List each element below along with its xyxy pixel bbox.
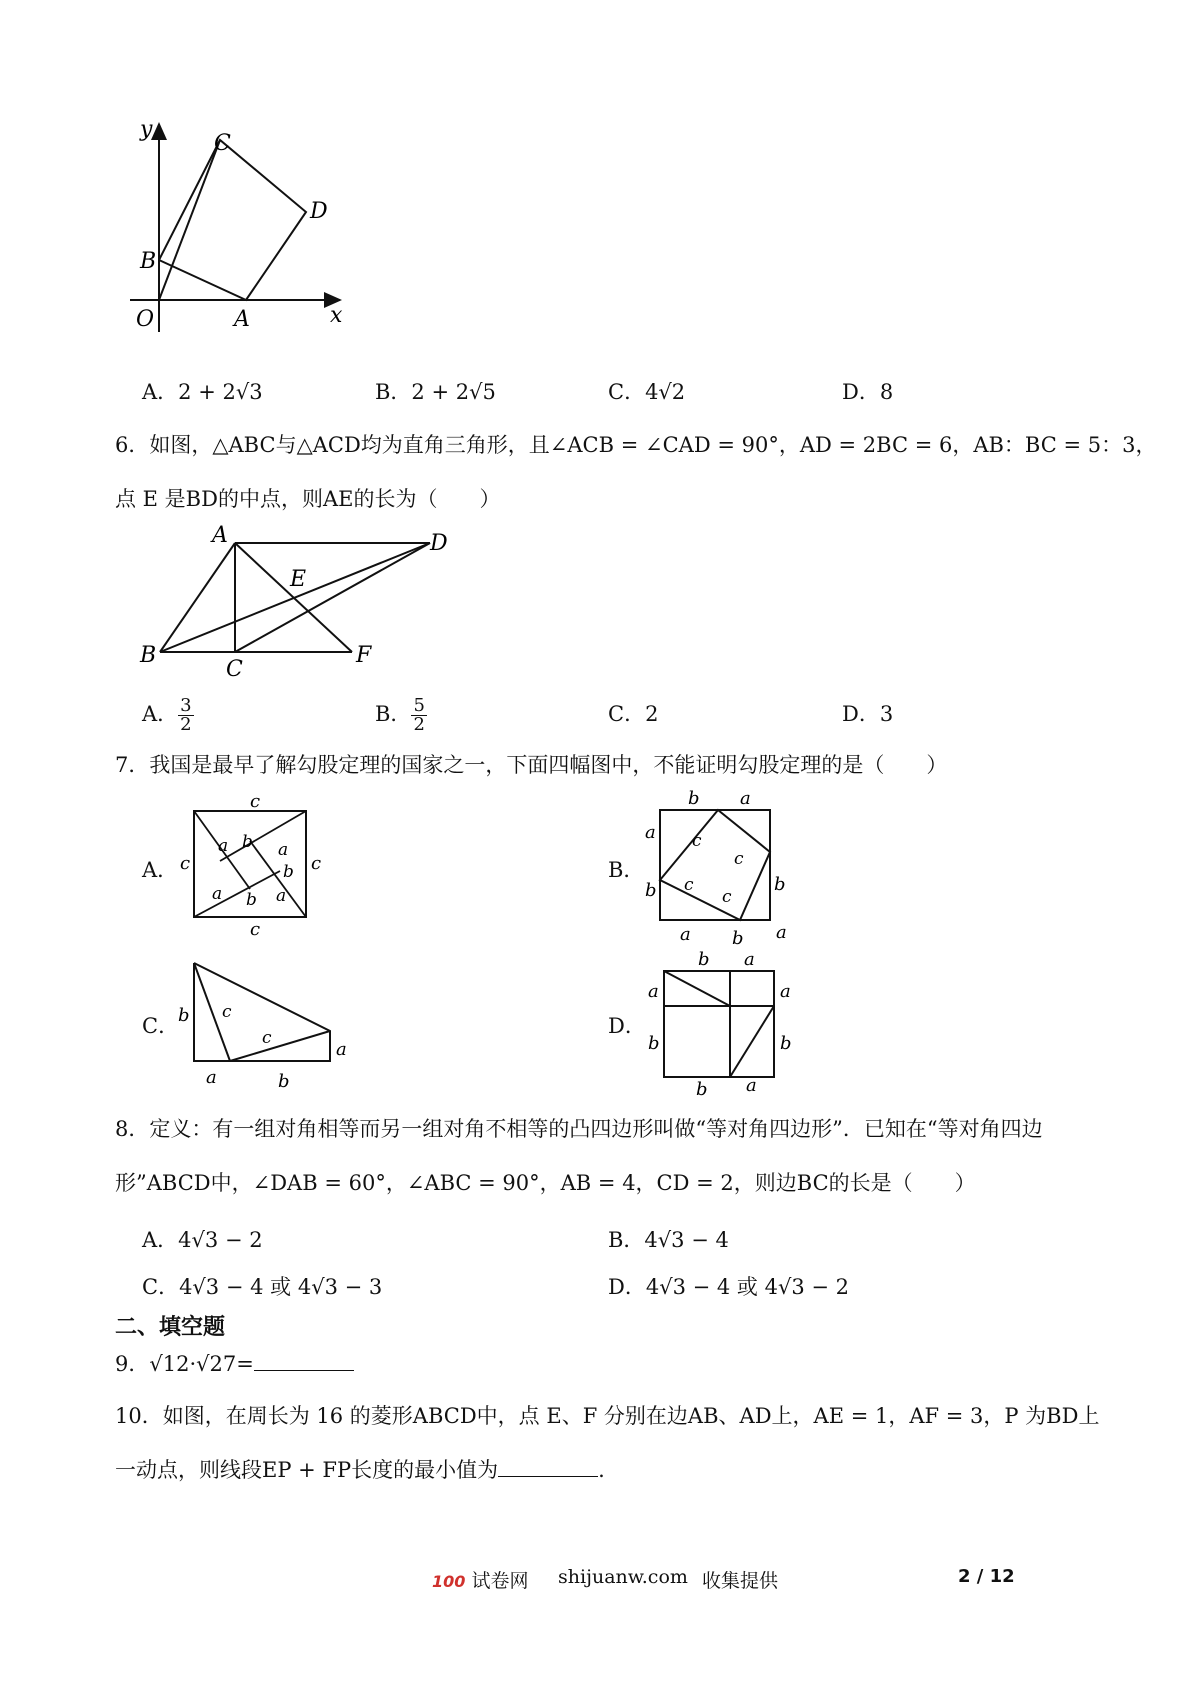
svg-text:c: c <box>692 831 702 851</box>
point-A: A <box>234 307 250 332</box>
svg-text:b: b <box>648 1033 660 1054</box>
point-B: B <box>140 249 157 274</box>
svg-text:c: c <box>250 791 261 812</box>
q8-option-b: B．4√3 − 4 <box>608 1228 729 1252</box>
footer-provide: 收集提供 <box>702 1570 779 1592</box>
q6-point-C: C <box>226 657 243 682</box>
svg-text:c: c <box>722 887 732 907</box>
q6-point-A: A <box>212 523 228 548</box>
q5-figure <box>130 118 370 358</box>
footer-brand <box>432 1566 528 1593</box>
q8-stem-line2: 形”ABCD中，∠DAB = 60°，∠ABC = 90°，AB = 4，CD = 2，则边BC的长是（ ） <box>115 1171 976 1195</box>
svg-text:b: b <box>283 862 294 882</box>
q6-stem-line2: 点 E 是BD的中点，则AE的长为（ ） <box>115 487 501 511</box>
svg-text:b: b <box>178 1005 190 1026</box>
svg-text:b: b <box>246 890 257 910</box>
page-number: 2 / 12 <box>958 1566 1015 1587</box>
q7-figure-b <box>640 790 820 950</box>
svg-text:a: a <box>776 922 787 943</box>
svg-text:b: b <box>278 1071 290 1092</box>
q6-option-d: D．3 <box>842 702 894 726</box>
svg-text:c: c <box>262 1028 272 1048</box>
y-axis-label: y <box>140 117 153 142</box>
site-logo: 100 <box>432 1572 466 1591</box>
svg-text:c: c <box>734 849 744 869</box>
q7-option-b-label: B． <box>608 858 645 882</box>
q7-figure-c <box>170 955 350 1095</box>
q6-stem-line1: 6．如图，△ABC与△ACD均为直角三角形，且∠ACB = ∠CAD = 90°，AD = 2BC = 6，AB：BC = 5：3， <box>115 433 1157 457</box>
svg-text:b: b <box>688 788 700 809</box>
svg-text:a: a <box>740 788 751 809</box>
q8-option-c: C．4√3 − 4 或 4√3 − 3 <box>142 1275 383 1299</box>
q8-stem-line1: 8．定义：有一组对角相等而另一组对角不相等的凸四边形叫做“等对角四边形”．已知在“等对角四边 <box>115 1117 1043 1141</box>
q6-point-D: D <box>430 531 448 556</box>
q5-option-c: C．4√2 <box>608 380 686 404</box>
q10-stem-line1: 10．如图，在周长为 16 的菱形ABCD中，点 E、F 分别在边AB、AD上，AE = 1，AF = 3，P 为BD上 <box>115 1404 1100 1428</box>
point-D: D <box>310 199 328 224</box>
svg-text:a: a <box>780 981 791 1002</box>
point-O: O <box>136 307 155 332</box>
q10-stem-line2: 一动点，则线段EP + FP长度的最小值为 . <box>115 1458 605 1482</box>
q6-option-c: C．2 <box>608 702 659 726</box>
svg-text:b: b <box>696 1079 708 1100</box>
x-axis-label: x <box>330 303 343 328</box>
svg-text:a: a <box>218 836 229 856</box>
svg-text:b: b <box>774 874 786 895</box>
q7-option-a-label: A． <box>142 858 179 882</box>
svg-text:c: c <box>684 875 694 895</box>
svg-text:b: b <box>698 949 710 970</box>
svg-text:b: b <box>242 832 253 852</box>
footer-domain[interactable]: shijuanw.com <box>558 1566 688 1588</box>
q7-figure-d <box>640 945 820 1105</box>
q6-figure <box>140 518 460 682</box>
q6-option-a: A． $\frac{3}{2}$ <box>142 695 192 735</box>
q5-option-a: A．2 + 2√3 <box>142 380 263 404</box>
q8-option-d: D．4√3 − 4 或 4√3 − 2 <box>608 1275 850 1299</box>
svg-text:b: b <box>645 880 657 901</box>
svg-text:c: c <box>250 919 261 940</box>
q5-option-b: B．2 + 2√5 <box>375 380 496 404</box>
q8-option-a: A．4√3 − 2 <box>142 1228 263 1252</box>
svg-text:a: a <box>680 924 691 945</box>
q6-point-E: E <box>290 567 307 592</box>
q6-option-b: B． $\frac{5}{2}$ <box>375 695 425 735</box>
q6-point-F: F <box>356 643 372 668</box>
svg-text:a: a <box>645 822 656 843</box>
svg-text:c: c <box>222 1002 232 1022</box>
q10-answer-blank <box>498 1458 598 1477</box>
q9-stem: 9．√12·√27= <box>115 1350 354 1378</box>
svg-text:a: a <box>206 1067 217 1088</box>
q7-option-d-label: D． <box>608 1014 646 1038</box>
svg-text:a: a <box>212 884 223 904</box>
q7-figure-a <box>180 791 360 940</box>
svg-text:a: a <box>744 949 755 970</box>
q6-point-B: B <box>140 643 157 668</box>
svg-text:a: a <box>278 840 289 860</box>
q9-answer-blank <box>254 1352 354 1371</box>
svg-text:a: a <box>648 981 659 1002</box>
svg-text:a: a <box>336 1039 347 1060</box>
svg-text:b: b <box>732 928 744 949</box>
q7-stem: 7．我国是最早了解勾股定理的国家之一，下面四幅图中，不能证明勾股定理的是（ ） <box>115 753 948 777</box>
section-heading-fill-in: 二、填空题 <box>115 1315 226 1340</box>
q5-option-d: D．8 <box>842 380 894 404</box>
point-C: C <box>214 131 231 156</box>
q7-option-c-label: C． <box>142 1014 180 1038</box>
site-name: 试卷网 <box>471 1570 529 1592</box>
svg-text:a: a <box>746 1075 757 1096</box>
svg-text:b: b <box>780 1033 792 1054</box>
svg-text:a: a <box>276 886 287 906</box>
svg-text:c: c <box>311 853 322 874</box>
svg-text:c: c <box>180 853 191 874</box>
